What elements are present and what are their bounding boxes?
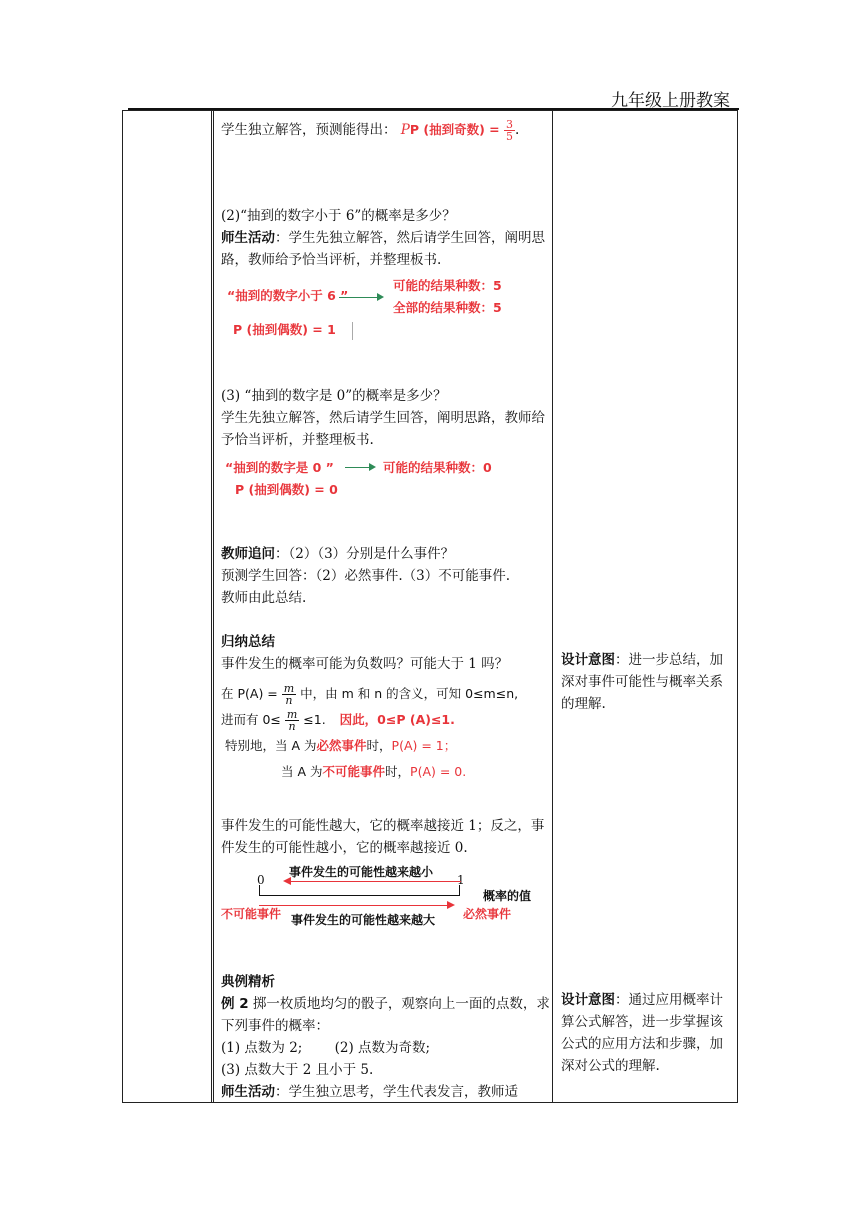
scale-impossible: 不可能事件 (221, 907, 282, 921)
scale-tick-1 (459, 885, 460, 895)
scale-arrow-right (259, 905, 449, 906)
column-divider (552, 111, 553, 1102)
column-divider (211, 111, 212, 1102)
q2-event: “抽到的数字小于 6 ” (227, 288, 349, 303)
q3-prob (221, 479, 551, 501)
rule2-fraction (285, 709, 299, 732)
rule-line-2 (221, 707, 551, 733)
rule4-a: 当 A 为 (281, 764, 323, 779)
q3-board (221, 455, 551, 481)
teacher-label: 师生活动 (221, 230, 275, 246)
q2-arrowhead (377, 293, 384, 301)
scale-tick-0 (259, 885, 260, 895)
p1-text: 学生独立解答，预测能得出： (221, 122, 397, 138)
rule2-conclusion: 因此，0≤P (A)≤1. (339, 712, 455, 727)
p1-formula-text: P (抽到奇数) = (409, 122, 505, 137)
rule1-num: m (283, 682, 295, 695)
example-title: 典例精析 (221, 974, 275, 990)
scale-larger-label: 事件发生的可能性越来越大 (291, 913, 436, 927)
rule-line-1 (221, 681, 551, 707)
p1-formula: PP (抽到奇数) = (400, 122, 505, 138)
q3-prob-text: P (抽到偶数) = 0 (235, 482, 338, 497)
rule4-red: 不可能事件 (322, 764, 386, 779)
design-intent-2 (561, 989, 733, 1077)
p1-end: . (515, 122, 520, 138)
q3-possible: 可能的结果种数：0 (383, 460, 492, 475)
conclusion-question: 事件发生的概率可能为负数吗？可能大于 1 吗？ (221, 656, 509, 672)
p1-fraction-num: 3 (506, 118, 514, 131)
example-label: 例 2 (221, 996, 249, 1012)
rule3-a: 特别地，当 A 为 (225, 738, 317, 753)
scale-arrowhead-left (283, 877, 291, 885)
rule3-b: 时， (366, 738, 392, 753)
summary-line: 教师由此总结. (221, 590, 307, 606)
rule2-b: ≤1. (299, 712, 326, 727)
conclusion-title: 归纳总结 (221, 634, 275, 650)
q2-total: 全部的结果种数：5 (393, 300, 502, 315)
followup-text: ：（2）（3）分别是什么事件？ (275, 546, 455, 562)
example-q3: (3) 点数大于 2 且小于 5. (221, 1062, 374, 1078)
scale-arrow-left (291, 881, 461, 882)
design2-label: 设计意图 (561, 992, 615, 1008)
q3-event: “抽到的数字是 0 ” (225, 460, 334, 475)
design1-text: ：进一步总结，加深对事件可能性与概率关系的理解. (561, 652, 723, 712)
scale-axis (259, 895, 460, 896)
example-q2: (2) 点数为奇数; (334, 1040, 431, 1056)
rule1-fraction (282, 683, 296, 706)
q3-arrowhead (369, 463, 376, 471)
q3-activity: 学生先独立解答，然后请学生回答，阐明思路，教师给予恰当评析，并整理板书. (221, 410, 545, 448)
followup (221, 543, 551, 565)
cursor-mark (352, 322, 353, 340)
design1-label: 设计意图 (561, 652, 615, 668)
followup-label: 教师追问 (221, 546, 275, 562)
rule1-b: 中，由 m 和 n 的含义，可知 0≤m≤n, (296, 686, 519, 701)
scale-certain: 必然事件 (463, 907, 512, 921)
example-activity (221, 1081, 551, 1103)
q2-activity-text: ：学生先独立解答，然后请学生回答，阐明思路，教师给予恰当评析，并整理板书. (221, 230, 545, 268)
design-intent-1 (561, 649, 733, 715)
student-answer: 预测学生回答：（2）必然事件.（3）不可能事件. (221, 568, 511, 584)
q3-arrow-line (345, 467, 371, 468)
example-text: 掷一枚质地均匀的骰子，观察向上一面的点数，求下列事件的概率： (221, 996, 550, 1034)
rule3-c: P(A) = 1； (391, 738, 457, 753)
example-intro (221, 993, 551, 1037)
rule1-den: n (285, 694, 293, 707)
scale-smaller-label: 事件发生的可能性越来越小 (289, 865, 434, 879)
rule1-a: 在 P(A) = (221, 686, 282, 701)
probability-scale (221, 865, 551, 925)
rule-line-4 (281, 759, 551, 785)
example-q1-q2 (221, 1037, 551, 1059)
rule4-c: P(A) = 0. (410, 764, 467, 779)
header-title: 九年级上册教案 (611, 91, 730, 111)
design2-text: ：通过应用概率计算公式解答，进一步掌握该公式的应用方法和步骤，加深对公式的理解. (561, 992, 723, 1074)
p1-fraction-den: 5 (506, 130, 514, 143)
q2-arrow-line (339, 297, 379, 298)
example-activity-text: ：学生独立思考，学生代表发言，教师适 (275, 1084, 518, 1100)
p1 (221, 119, 551, 142)
rule-line-3 (225, 733, 551, 759)
scale-zero: 0 (257, 873, 265, 887)
example-q1: (1) 点数为 2; (221, 1040, 303, 1056)
rule2-a: 进而有 0≤ (221, 712, 285, 727)
q2-prob-text: P (抽到偶数) = 1 (233, 322, 336, 337)
q3-question: (3) “抽到的数字是 0”的概率是多少？ (221, 388, 447, 404)
p1-fraction (504, 119, 515, 142)
scale-one: 1 (457, 873, 465, 887)
example-activity-label: 师生活动 (221, 1084, 275, 1100)
rule-block (221, 681, 551, 785)
q2-possible: 可能的结果种数：5 (393, 278, 502, 293)
rule3-red: 必然事件 (316, 738, 367, 753)
scale-value-label: 概率的值 (483, 889, 532, 903)
scale-arrowhead-right (447, 901, 455, 909)
q2-prob (221, 319, 551, 341)
q2-question: (2)“抽到的数字小于 6”的概率是多少？ (221, 208, 456, 224)
q2-activity (221, 227, 551, 271)
rule2-num: m (286, 708, 298, 721)
trend-text: 事件发生的可能性越大，它的概率越接近 1；反之，事件发生的可能性越小，它的概率越接近 0. (221, 818, 545, 856)
rule4-b: 时， (385, 764, 411, 779)
lesson-table (122, 110, 738, 1103)
rule2-den: n (288, 720, 296, 733)
column-divider (213, 111, 214, 1102)
